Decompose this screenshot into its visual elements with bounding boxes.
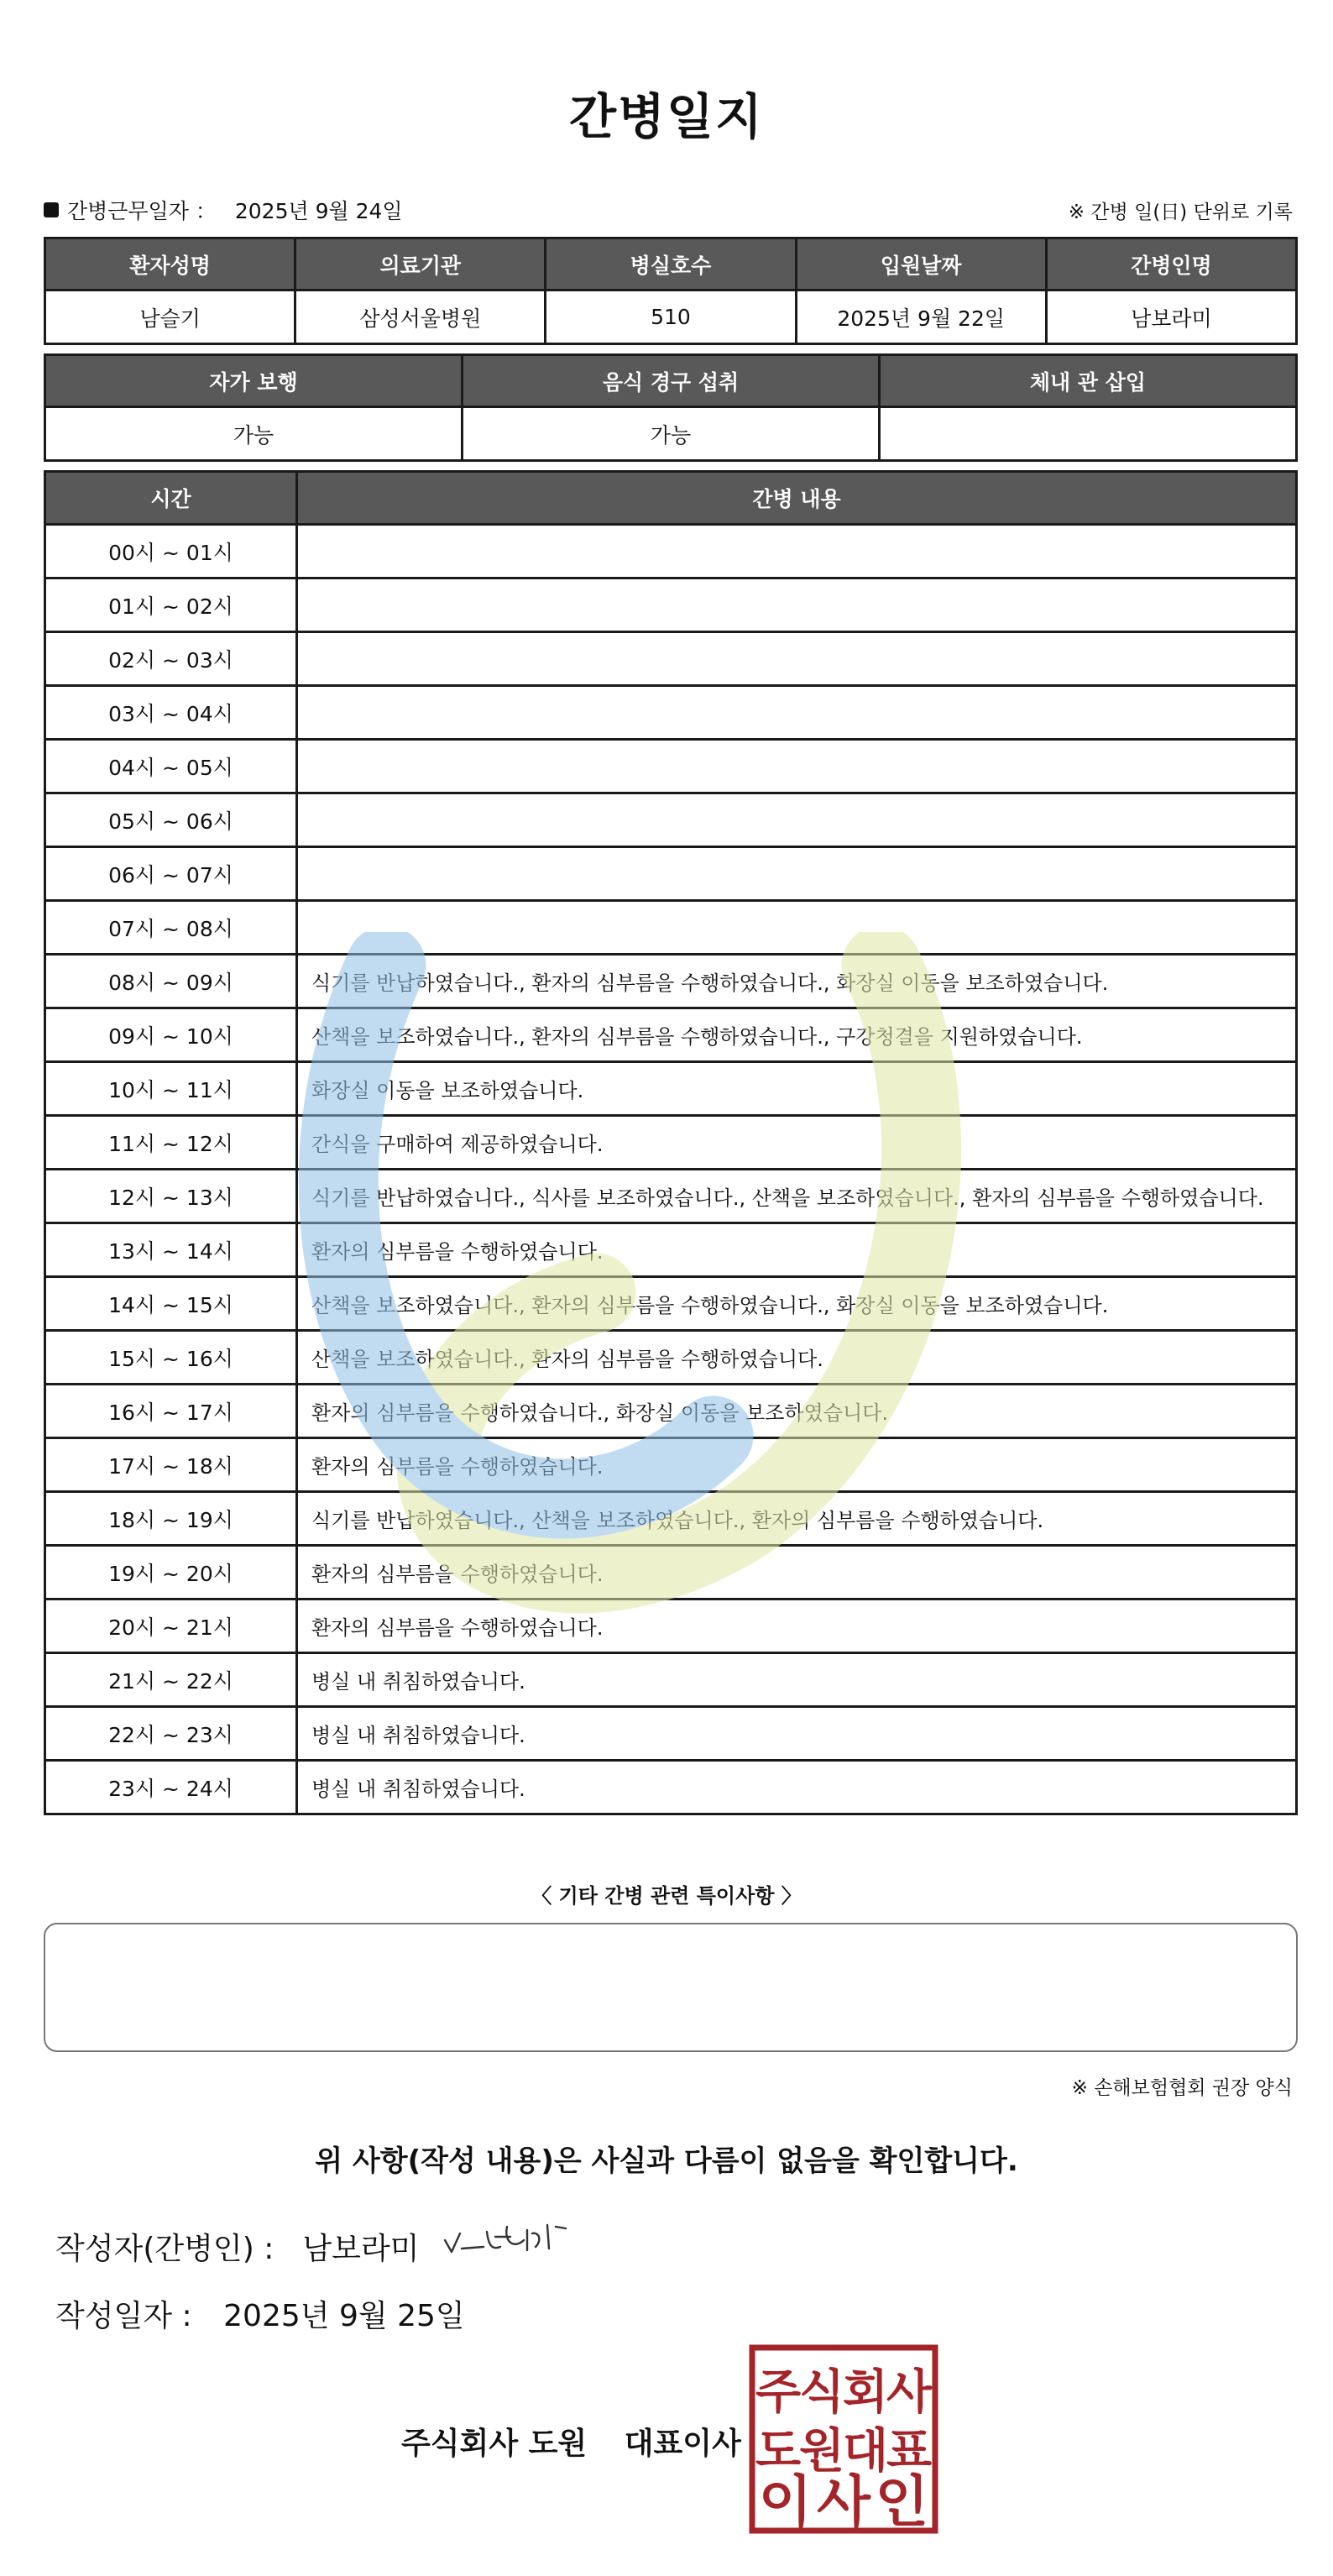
- time-slot: 15시 ~ 16시: [45, 1331, 297, 1385]
- ceo-label: 대표이사: [624, 2427, 741, 2461]
- header-walking: 자가 보행: [45, 355, 463, 407]
- care-content: 환자의 심부름을 수행하였습니다.: [297, 1600, 1297, 1653]
- header-patient-name: 환자성명: [45, 238, 295, 291]
- time-slot: 05시 ~ 06시: [45, 793, 297, 847]
- header-care-content: 간병 내용: [297, 472, 1297, 525]
- walking-status: 가능: [45, 407, 463, 461]
- special-notes-box: [44, 1923, 1298, 2052]
- patient-name: 남슬기: [45, 291, 295, 344]
- stamp-glyph: 표: [886, 2424, 933, 2479]
- table-row: [45, 1008, 1297, 1062]
- care-log-table: [44, 470, 1298, 1815]
- time-slot: 22시 ~ 23시: [45, 1707, 297, 1761]
- stamp-glyph: 주: [755, 2365, 802, 2420]
- writer-label: 작성자(간병인) :: [55, 2232, 274, 2266]
- care-content: 산책을 보조하였습니다., 환자의 심부름을 수행하였습니다., 구강청결을 지원하였습니다.: [297, 1008, 1297, 1062]
- admission-date: 2025년 9월 22일: [796, 291, 1046, 344]
- time-slot: 21시 ~ 22시: [45, 1653, 297, 1707]
- table-row: [45, 525, 1297, 579]
- header-hospital: 의료기관: [295, 238, 546, 291]
- stamp-glyph: 이: [758, 2469, 813, 2534]
- stamp-glyph: 대: [842, 2424, 889, 2479]
- writer-line: [55, 2225, 419, 2268]
- time-slot: 14시 ~ 15시: [45, 1277, 297, 1331]
- stamp-glyph: 사: [886, 2365, 933, 2420]
- care-content: [297, 740, 1297, 793]
- care-content: 식기를 반납하였습니다., 식사를 보조하였습니다., 산책을 보조하였습니다., 환자의 심부름을 수행하였습니다.: [297, 1170, 1297, 1223]
- stamp-glyph: 인: [875, 2469, 929, 2534]
- time-slot: 12시 ~ 13시: [45, 1170, 297, 1223]
- header-tube-insertion: 체내 관 삽입: [880, 355, 1297, 407]
- care-content: 식기를 반납하였습니다., 산책을 보조하였습니다., 환자의 심부름을 수행하였습니다.: [297, 1492, 1297, 1546]
- table-row: [45, 901, 1297, 955]
- care-content: [297, 686, 1297, 740]
- table-row: [45, 686, 1297, 740]
- writer-name: 남보라미: [302, 2232, 420, 2266]
- table-row: [45, 847, 1297, 901]
- stamp-glyph: 사: [817, 2469, 870, 2534]
- time-slot: 04시 ~ 05시: [45, 740, 297, 793]
- header-oral-intake: 음식 경구 섭취: [463, 355, 880, 407]
- written-date-line: [55, 2292, 465, 2335]
- care-content: [297, 579, 1297, 632]
- care-content: 간식을 구매하여 제공하였습니다.: [297, 1116, 1297, 1170]
- table-row: [45, 1600, 1297, 1653]
- stamp-glyph: 원: [798, 2424, 845, 2479]
- header-caregiver-name: 간병인명: [1046, 238, 1296, 291]
- header-admission-date: 입원날짜: [796, 238, 1046, 291]
- time-slot: 11시 ~ 12시: [45, 1116, 297, 1170]
- duty-date-value: 2025년 9월 24일: [234, 199, 403, 223]
- care-content: 화장실 이동을 보조하였습니다.: [297, 1062, 1297, 1116]
- table-row: [45, 1331, 1297, 1385]
- bullet-square-icon: [44, 202, 59, 217]
- caregiver-name: 남보라미: [1046, 291, 1296, 344]
- care-content: [297, 847, 1297, 901]
- care-content: 환자의 심부름을 수행하였습니다.: [297, 1223, 1297, 1277]
- table-row: [45, 955, 1297, 1008]
- time-slot: 16시 ~ 17시: [45, 1385, 297, 1438]
- table-row: [45, 1170, 1297, 1223]
- table-row: [45, 579, 1297, 632]
- table-row: [45, 740, 1297, 793]
- table-row: [45, 1062, 1297, 1116]
- care-content: [297, 901, 1297, 955]
- care-content: 식기를 반납하였습니다., 환자의 심부름을 수행하였습니다., 화장실 이동을 보조하였습니다.: [297, 955, 1297, 1008]
- tube-insertion-status: [880, 407, 1297, 461]
- document-title: 간병일지: [568, 88, 765, 145]
- time-slot: 01시 ~ 02시: [45, 579, 297, 632]
- stamp-glyph: 식: [798, 2365, 845, 2420]
- table-row: [45, 1546, 1297, 1600]
- time-slot: 06시 ~ 07시: [45, 847, 297, 901]
- table-row: [45, 1223, 1297, 1277]
- time-slot: 09시 ~ 10시: [45, 1008, 297, 1062]
- table-row: [45, 1277, 1297, 1331]
- care-content: 환자의 심부름을 수행하였습니다., 화장실 이동을 보조하였습니다.: [297, 1385, 1297, 1438]
- table-row: [45, 1385, 1297, 1438]
- table-row: [45, 1492, 1297, 1546]
- care-content: 산책을 보조하였습니다., 환자의 심부름을 수행하였습니다., 화장실 이동을 보조하였습니다.: [297, 1277, 1297, 1331]
- care-content: 병실 내 취침하였습니다.: [297, 1707, 1297, 1761]
- time-slot: 08시 ~ 09시: [45, 955, 297, 1008]
- table-row: [45, 1707, 1297, 1761]
- time-slot: 18시 ~ 19시: [45, 1492, 297, 1546]
- table-row: [45, 1438, 1297, 1492]
- company-name: 주식회사 도원: [401, 2427, 588, 2461]
- time-slot: 13시 ~ 14시: [45, 1223, 297, 1277]
- written-date-label: 작성일자 :: [55, 2299, 192, 2333]
- time-slot: 17시 ~ 18시: [45, 1438, 297, 1492]
- stamp-glyph: 회: [842, 2365, 889, 2420]
- care-content: 환자의 심부름을 수행하였습니다.: [297, 1546, 1297, 1600]
- written-date-value: 2025년 9월 25일: [223, 2299, 465, 2333]
- duty-date-label: 간병근무일자 ：: [67, 199, 217, 223]
- time-slot: 20시 ~ 21시: [45, 1600, 297, 1653]
- time-slot: 03시 ~ 04시: [45, 686, 297, 740]
- table-row: [45, 1653, 1297, 1707]
- hospital: 삼성서울병원: [295, 291, 546, 344]
- care-content: [297, 632, 1297, 686]
- company-line: [401, 2420, 741, 2463]
- table-row: [45, 793, 1297, 847]
- care-content: 산책을 보조하였습니다., 환자의 심부름을 수행하였습니다.: [297, 1331, 1297, 1385]
- time-slot: 07시 ~ 08시: [45, 901, 297, 955]
- table-row: [45, 1761, 1297, 1814]
- care-content: 환자의 심부름을 수행하였습니다.: [297, 1438, 1297, 1492]
- patient-status-table: [44, 353, 1298, 462]
- time-slot: 02시 ~ 03시: [45, 632, 297, 686]
- time-slot: 00시 ~ 01시: [45, 525, 297, 579]
- table-row: [45, 1116, 1297, 1170]
- special-notes-title: 〈 기타 간병 관련 특이사항 〉: [531, 1884, 802, 1908]
- handwritten-signature: [440, 2215, 574, 2265]
- time-slot: 23시 ~ 24시: [45, 1761, 297, 1814]
- oral-intake-status: 가능: [463, 407, 880, 461]
- unit-note: ※ 간병 일(日) 단위로 기록: [1068, 202, 1293, 223]
- header-time: 시간: [45, 472, 297, 525]
- duty-date-line: [44, 195, 403, 225]
- care-content: 병실 내 취침하였습니다.: [297, 1653, 1297, 1707]
- care-content: [297, 793, 1297, 847]
- care-content: [297, 525, 1297, 579]
- patient-info-table: [44, 237, 1298, 345]
- time-slot: 19시 ~ 20시: [45, 1546, 297, 1600]
- association-note: ※ 손해보험협회 권장 양식: [1071, 2077, 1293, 2099]
- confirmation-statement: 위 사항(작성 내용)은 사실과 다름이 없음을 확인합니다.: [315, 2144, 1018, 2178]
- company-seal-stamp: [747, 2343, 940, 2536]
- table-row: [45, 632, 1297, 686]
- stamp-glyph: 도: [755, 2424, 802, 2479]
- care-content: 병실 내 취침하였습니다.: [297, 1761, 1297, 1814]
- time-slot: 10시 ~ 11시: [45, 1062, 297, 1116]
- room-number: 510: [546, 291, 796, 344]
- header-room-number: 병실호수: [546, 238, 796, 291]
